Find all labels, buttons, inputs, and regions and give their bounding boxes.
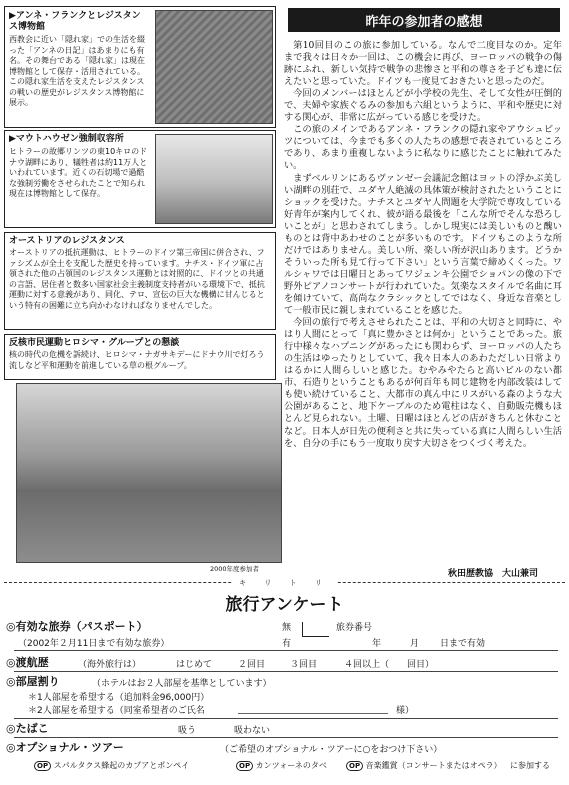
roommate-name-field[interactable] (238, 713, 388, 714)
op-badge: OP (236, 761, 253, 771)
group-photo (16, 383, 282, 563)
cut-line-text: キ リ ト リ (233, 579, 336, 587)
anne-frank-text: 西教会に近い「隠れ家」での生活を綴った「アンネの日記」はあまりにも有名。その舞台である「隠れ家」は現在博物館として保存・活用されている。この隠れ家生活を支えたレジスタンスの戦いの歴史がレジスタンス博物館に展示。 (9, 35, 145, 107)
optional-tour-3[interactable] (346, 760, 502, 771)
essay-body (284, 40, 562, 564)
room-rule (14, 718, 558, 719)
essay-paragraph: 第10回目のこの旅に参加している。なんで二度目なのか。定年まで我々は日々か一回は、この機会に再び、ヨーロッパの戦争の傷跡にふれ、新しい気持で戦争の悲惨さと平和の尊さを子ども達に伝えたいと思っていた。ドイツも一度見ておきたいと思ったのだ。 (284, 40, 562, 88)
twin-room-option[interactable]: ＊2人部屋を希望する（同室希望者のご氏名 (28, 706, 205, 716)
essay-signature: 秋田歴教協 大山兼司 (448, 569, 539, 579)
travel-history-second[interactable]: ２回目 (238, 660, 266, 670)
hiroshima-group-title: 反核市民運動ヒロシマ・グループとの懇談 (9, 338, 180, 348)
passport-yes-option[interactable]: 有 (282, 639, 292, 649)
anne-frank-title: ▶アンネ・フランクとレジスタンス博物館 (9, 11, 141, 32)
passport-note: （2002年２月11日まで有効な旅券） (18, 639, 170, 649)
optional-tour-label: ◎オプショナル・ツアー (6, 741, 124, 754)
cut-line-label (0, 578, 569, 588)
travel-history-fourth-plus[interactable]: ４回以上（ 回目） (344, 660, 435, 670)
essay-header: 昨年の参加者の感想 (288, 8, 560, 32)
passport-year: 年 (372, 639, 382, 649)
anne-frank-box (4, 6, 276, 128)
essay-paragraph: 今回の旅行で考えさせられたことは、平和の大切さと同時に、やはり人間にとって「真に豊かさとは何か」ということであった。旅行中様々なハプニングがあったにも関わらず、ヨーロッパの人たちの生活はゆったりとしていて、我々日本人のあわただしい日常よりはるかに人間らしいと感じた。むやみやたらと高いビルのない都市、石造りということもあるが何百年も同じ建物を内部改装はしても使い続けていること、大都市の真ん中にリスがいる森のような大公園があること、地下ケーブルのため電柱はなく、自動販売機もほとんど見られない。土曜、日曜はほとんどの店がきちんと休むことなど。日本人が日先の便利さと共に失っている真に人間らしい生活を、自分の手にもう一度取り戻す大切さをつくづく考えた。 (284, 317, 562, 449)
travel-history-note: （海外旅行は） (78, 660, 142, 670)
essay-paragraph: 今回のメンバーはほとんどが小学校の先生、そして女性が圧倒的で、夫婦や家族ぐるみの参加も六組というように、平和や歴史に対する関心が、非常に広がっている感じを受けた。 (284, 88, 562, 124)
austria-resistance-box (4, 232, 276, 330)
travel-history-label: ◎渡航歴 (6, 656, 49, 669)
mauthausen-title: ▶マウトハウゼン強制収容所 (9, 134, 124, 144)
optional-tour-1[interactable] (34, 760, 189, 771)
optional-tour-suffix: に参加する (510, 761, 550, 770)
tobacco-yes-option[interactable]: 吸う (178, 726, 197, 736)
essay-paragraph: まずベルリンにあるヴァンゼー会議記念館はヨットの浮かぶ美しい湖畔の別荘で、ユダヤ人絶滅の具体策が検討されたということにショックを受けた。ナチスとユダヤ人問題を大学院で専攻している好青年が案内してくれ、彼が語る最後を「こんな所でそんな恐ろしいことが」と思わされてしまう。しかし現実には美しいものと醜いものとは背中あわせのことが多いものです。ドイツもこのような所だけではありません。美しい所、楽しい所が沢山あります。どうかそういった所も見て行って下さい」という言葉で締めくくった。ワルシャワでは日曜日とあってワジェンキ公園でショパンの像の下で野外ピアノコンサートが行われていた。気楽なスタイルで名曲に耳を傾けていて、高尚なクラシックとしてではなく、身近な音楽として一般市民に親しまれていることを感じた。 (284, 172, 562, 317)
tobacco-no-option[interactable]: 吸わない (234, 726, 271, 736)
hiroshima-group-text: 核の時代の危機を訴続け、ヒロシマ・ナガサキデーにドナウ川で灯ろう流しなど平和運動を前進している草の根グループ。 (9, 350, 265, 370)
twin-room-suffix: 様） (396, 706, 415, 716)
mauthausen-memorial-photo (155, 134, 273, 224)
single-room-option[interactable]: ＊1人部屋を希望する（追加料金96,000円） (28, 693, 210, 703)
travel-history-first[interactable]: はじめて (176, 660, 213, 670)
optional-tour-1-label: スパルタクス蜂起のカプアとポンペイ (53, 761, 190, 770)
passport-number-label: 旅券番号 (336, 623, 373, 633)
room-note: （ホテルはお２人部屋を基準としています） (92, 679, 272, 689)
tobacco-rule (14, 737, 558, 738)
passport-arrow (302, 622, 329, 637)
tobacco-label: ◎たばこ (6, 722, 49, 735)
optional-tour-3-label: 音楽鑑賞（コンサートまたはオペラ） (365, 761, 502, 770)
travel-history-rule (14, 671, 558, 672)
survey-title: 旅行アンケート (225, 595, 344, 615)
anne-frank-statue-photo (155, 10, 273, 124)
op-badge: OP (34, 761, 51, 771)
optional-tour-2[interactable] (236, 760, 327, 771)
mauthausen-text: ヒトラーの故郷リンツの東10キロのドナウ湖畔にあり、犠牲者は約11万人といわれています。近くの石切場で過酷な強制労働をさせられたことで知られ現在は博物館として保存。 (9, 147, 148, 198)
op-badge: OP (346, 761, 363, 771)
room-label: ◎部屋割り (6, 675, 60, 688)
passport-label: ◎有効な旅券（パスポート） (6, 620, 148, 633)
austria-resistance-title: オーストリアのレジスタンス (9, 236, 125, 246)
passport-rule (14, 650, 558, 651)
passport-no-option[interactable]: 無 (282, 623, 292, 633)
optional-tour-2-label: カンツォーネのタベ (255, 761, 327, 770)
travel-history-third[interactable]: ３回目 (290, 660, 318, 670)
hiroshima-group-box (4, 334, 276, 380)
austria-resistance-text: オーストリアの抵抗運動は、ヒトラーのドイツ第三帝国に併合され、ファシズムが全土を支配した歴史を持っています。ナチス・ドイツ軍に占領された他の占領国のレジスタンス運動とは対照的に、ドイツとの共通の言語、居住者と数多い国家社会主義制度支持者がいる環境下で、抵抗運動に対する意義があり、同化、テロ、宣伝の巨大な機構に甘んじるという特有の困難に立ち向かわなければなりませんでした。 (9, 248, 265, 310)
passport-month: 月 (410, 639, 420, 649)
essay-paragraph: この旅のメインであるアンネ・フランクの隠れ家やアウシュビッツについては、今までも多くの人たちの感想で表されているところであり、あまり重複しないように私なりに感じたことに触れてみたい。 (284, 124, 562, 172)
mauthausen-box (4, 130, 276, 228)
optional-tour-note: （ご希望のオプショナル・ツアーに○をおつけ下さい） (220, 745, 443, 755)
passport-valid-until: 日まで有効 (440, 639, 486, 649)
group-photo-caption: 2000年度参加者 (210, 565, 260, 573)
